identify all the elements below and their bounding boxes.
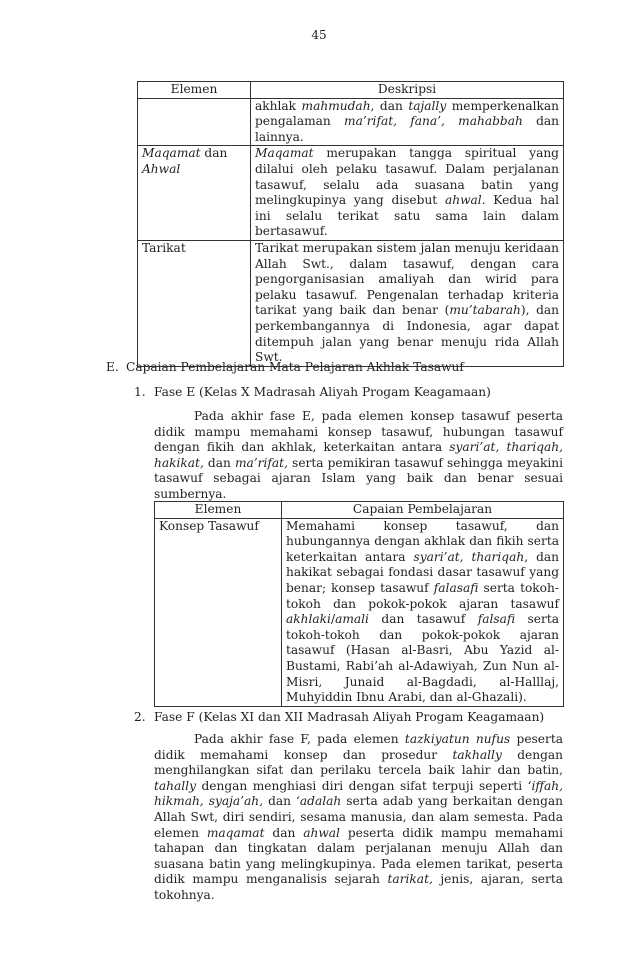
header-elemen: Elemen	[155, 502, 282, 519]
row-element	[138, 98, 251, 146]
element-description-table	[137, 81, 564, 367]
table-header-row	[155, 502, 564, 519]
list-marker: 1.	[134, 385, 146, 399]
subsection-heading	[134, 710, 564, 726]
table-row	[155, 518, 564, 706]
section-heading	[106, 360, 566, 376]
header-elemen: Elemen	[138, 82, 251, 99]
paragraph-text: Pada akhir fase F, pada elemen tazkiyatun nufus peserta didik memahami konsep dan prosedur takhally dengan menghilangkan sifat dan perilaku tercela baik lahir dan batin, tahally dengan menghiasi diri dengan sifat terpuji seperti ‘iffah, hikmah, syaja’ah, dan ‘adalah serta adab yang berkaitan dengan Allah Swt, diri sendiri, sesama manusia, dan alam semesta. Pada elemen maqamat dan ahwal peserta didik mampu memahami tahapan dan tingkatan dalam perjalanan menuju Allah dan suasana batin yang melingkupinya. Pada elemen tarikat, peserta didik mampu menganalisis sejarah tarikat, jenis, ajaran, serta tokohnya.	[154, 732, 563, 902]
row-description: akhlak mahmudah, dan tajally memperkenalkan pengalaman ma’rifat, fana’, mahabbah dan lainnya.	[251, 98, 564, 146]
row-description: Memahami konsep tasawuf, dan hubungannya dengan akhlak dan fikih serta keterkaitan antara syari’at, thariqah, dan hakikat sebagai fondasi dasar tasawuf yang benar; konsep tasawuf falasafi serta tokoh-tokoh dan pokok-pokok ajaran tasawuf akhlaki/amali dan tasawuf falsafi serta tokoh-tokoh dan pokok-pokok ajaran tasawuf (Hasan al-Basri, Abu Yazid al-Bustami, Rabi’ah al-Adawiyah, Zun Nun al-Misri, Junaid al-Bagdadi, al-Halllaj, Muhyiddin Ibnu Arabi, dan al-Ghazali).	[282, 518, 564, 706]
table-header-row	[138, 82, 564, 99]
header-capaian: Capaian Pembelajaran	[282, 502, 564, 519]
row-description: Maqamat merupakan tangga spiritual yang dilalui oleh pelaku tasawuf. Dalam perjalanan tasawuf, selalu ada suasana batin yang melingkupinya yang disebut ahwal. Kedua hal ini selalu terikat satu sama lain dalam bertasawuf.	[251, 146, 564, 241]
subsection-heading	[134, 385, 564, 401]
table-row	[138, 146, 564, 241]
table-row	[138, 240, 564, 366]
learning-outcome-table	[154, 501, 564, 707]
row-element: Tarikat	[138, 240, 251, 366]
section-title: Capaian Pembelajaran Mata Pelajaran Akhlak Tasawuf	[126, 360, 464, 374]
list-marker: 2.	[134, 710, 146, 724]
paragraph-text: Pada akhir fase E, pada elemen konsep tasawuf peserta didik mampu memahami konsep tasawuf, hubungan tasawuf dengan fikih dan akhlak, keterkaitan antara syari’at, thariqah, hakikat, dan ma’rifat, serta pemikiran tasawuf sehingga meyakini tasawuf sebagai ajaran Islam yang baik dan benar sesuai sumbernya.	[154, 409, 564, 501]
table-row	[138, 98, 564, 146]
section-marker: E.	[106, 360, 119, 374]
subsection-title: Fase E (Kelas X Madrasah Aliyah Progam Keagamaan)	[154, 385, 491, 399]
row-description: Tarikat merupakan sistem jalan menuju keridaan Allah Swt., dalam tasawuf, dengan cara pengorganisasian amaliyah dan wirid para pelaku tasawuf. Pengenalan terhadap kriteria tarikat yang baik dan benar (mu’tabarah), dan perkembangannya di Indonesia, agar dapat ditempuh jalan yang benar menuju rida Allah Swt.	[251, 240, 564, 366]
header-deskripsi: Deskripsi	[251, 82, 564, 99]
page-number: 45	[311, 28, 327, 42]
subsection-title: Fase F (Kelas XI dan XII Madrasah Aliyah Progam Keagamaan)	[154, 710, 545, 724]
row-element: Maqamat dan Ahwal	[138, 146, 251, 241]
row-element: Konsep Tasawuf	[155, 518, 282, 706]
body-paragraph	[154, 409, 563, 503]
body-paragraph	[154, 732, 563, 904]
